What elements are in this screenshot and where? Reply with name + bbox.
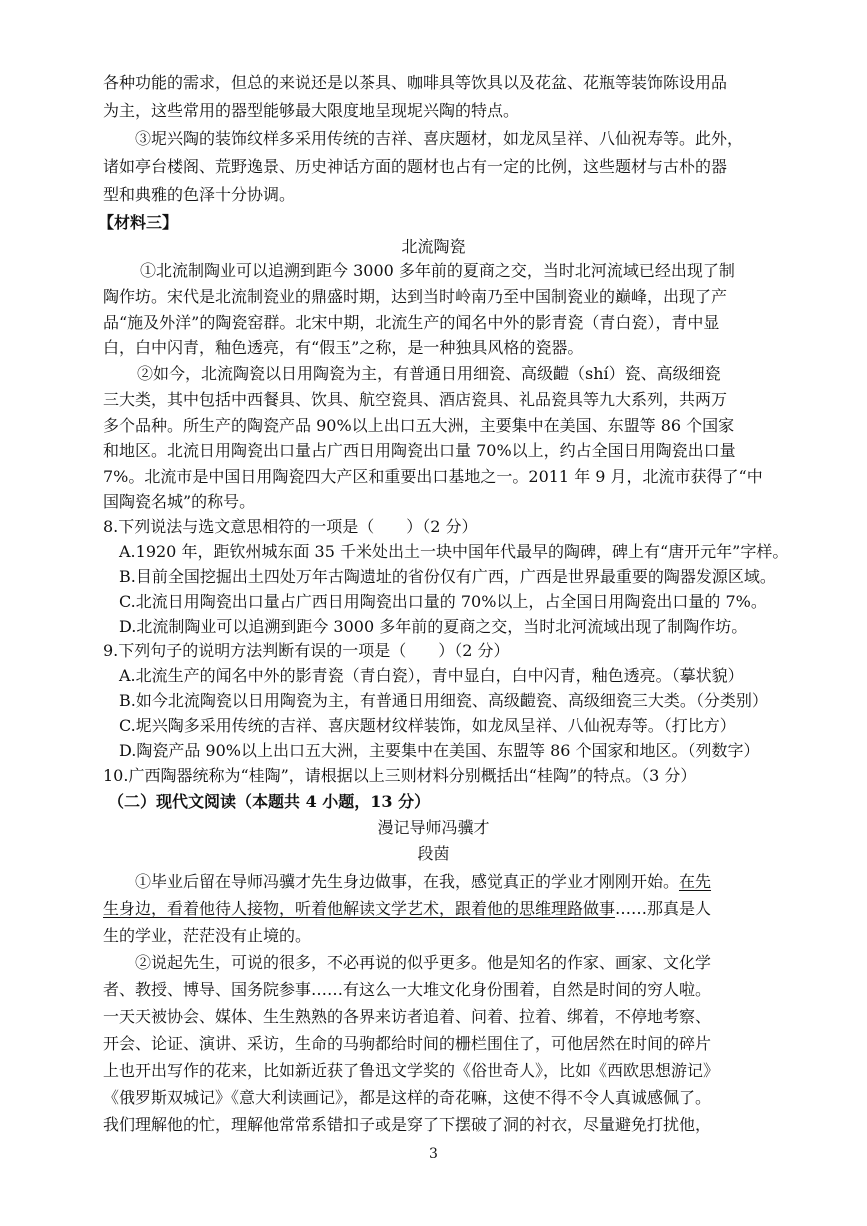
material3-p2-line-3: 多个品种。所生产的陶瓷产品 90%以上出口五大洲，主要集中在美国、东盟等 86 个国家 — [103, 416, 735, 435]
question-8-stem: 8.下列说法与选文意思相符的一项是（ ）（2 分） — [103, 517, 478, 536]
material3-p1-line-1: ①北流制陶业可以追溯到距今 3000 多年前的夏商之交，当时北河流域已经出现了制 — [140, 261, 735, 280]
passage-p2-line-3: 一天天被协会、媒体、生生熟熟的各界来访者追着、问着、拉着、绑着，不停地考察、 — [103, 1007, 712, 1026]
material2-p3-line-2: 诸如亭台楼阁、荒野逸景、历史神话方面的题材也占有一定的比例，这些题材与古朴的器 — [103, 157, 728, 176]
passage-author: 段茵 — [417, 844, 450, 863]
material3-title: 北流陶瓷 — [401, 237, 466, 256]
material3-label: 【材料三】 — [98, 213, 179, 232]
passage-p1-line-3: 生的学业，茫茫没有止境的。 — [103, 926, 312, 945]
section-2-heading: （二）现代文阅读（本题共 4 小题，13 分） — [108, 792, 431, 811]
passage-p1-line-2-text: ……那真是人 — [615, 899, 712, 918]
material3-p2-line-5: 7%。北流市是中国日用陶瓷四大产区和重要出口基地之一。2011 年 9 月，北流市获得了“中 — [103, 467, 763, 486]
passage-p2-line-6: 《俄罗斯双城记》《意大利读画记》，都是这样的奇花嘛，这使不得不令人真诚感佩了。 — [103, 1088, 712, 1107]
passage-p2-line-2: 者、教授、博导、国务院参事……有这么一大堆文化身份围着，自然是时间的穷人啦。 — [103, 980, 712, 999]
question-10-stem: 10.广西陶器统称为“桂陶”，请根据以上三则材料分别概括出“桂陶”的特点。（3 分） — [103, 766, 697, 785]
passage-p1-line-1-text: ①毕业后留在导师冯骥才先生身边做事，在我，感觉真正的学业才刚刚开始。 — [135, 872, 680, 891]
question-8-option-c: C.北流日用陶瓷出口量占广西日用陶瓷出口量的 70%以上，占全国日用陶瓷出口量的 7%。 — [119, 592, 767, 611]
passage-title: 漫记导师冯骥才 — [377, 818, 490, 837]
question-9-option-a: A.北流生产的闻名中外的影青瓷（青白瓷），青中显白，白中闪青，釉色透亮。（摹状貌） — [119, 666, 744, 685]
question-9-option-b: B.如今北流陶瓷以日用陶瓷为主，有普通日用细瓷、高级䶣瓷、高级细瓷三大类。（分类别） — [119, 691, 768, 710]
question-8-option-a: A.1920 年，距钦州城东面 35 千米处出土一块中国年代最早的陶碑，碑上有“唐开元年”字样。 — [119, 542, 789, 561]
material3-p1-line-4: 白，白中闪青，釉色透亮，有“假玉”之称，是一种独具风格的瓷器。 — [103, 338, 584, 357]
passage-p1-line-2 — [103, 896, 711, 922]
passage-p2-line-1: ②说起先生，可说的很多，不必再说的似乎更多。他是知名的作家、画家、文化学 — [135, 953, 712, 972]
material3-p1-line-2: 陶作坊。宋代是北流制瓷业的鼎盛时期，达到当时岭南乃至中国制瓷业的巅峰，出现了产 — [103, 287, 728, 306]
material3-p2-line-2: 三大类，其中包括中西餐具、饮具、航空瓷具、酒店瓷具、礼品瓷具等九大系列，共两万 — [103, 390, 728, 409]
material3-p2-line-4: 和地区。北流日用陶瓷出口量占广西日用陶瓷出口量 70%以上，约占全国日用陶瓷出口量 — [103, 441, 736, 460]
passage-p2-line-7: 我们理解他的忙，理解他常常系错扣子或是穿了下摆破了洞的衬衣，尽量避免打扰他， — [103, 1115, 712, 1134]
material2-line-1: 各种功能的需求，但总的来说还是以茶具、咖啡具等饮具以及花盆、花瓶等装饰陈设用品 — [103, 73, 728, 92]
material2-line-2: 为主，这些常用的器型能够最大限度地呈现坭兴陶的特点。 — [103, 101, 520, 120]
passage-p2-line-4: 开会、论证、演讲、采访，生命的马驹都给时间的栅栏围住了，可他居然在时间的碎片 — [103, 1034, 712, 1053]
question-8-option-b: B.目前全国挖掘出土四处万年古陶遗址的省份仅有广西，广西是世界最重要的陶器发源区域。 — [119, 567, 776, 586]
underlined-sentence-end: 生身边，看着他待人接物，听着他解读文学艺术，跟着他的思维理路做事 — [103, 899, 616, 918]
passage-p1-line-1 — [135, 869, 711, 895]
question-9-stem: 9.下列句子的说明方法判断有误的一项是（ ）（2 分） — [103, 641, 510, 660]
question-8-option-d: D.北流制陶业可以追溯到距今 3000 多年前的夏商之交，当时北河流域出现了制陶作坊。 — [119, 617, 748, 636]
material3-p2-line-1: ②如今，北流陶瓷以日用陶瓷为主，有普通日用细瓷、高级䶣（shí）瓷、高级细瓷 — [137, 364, 721, 383]
question-9-option-d: D.陶瓷产品 90%以上出口五大洲，主要集中在美国、东盟等 86 个国家和地区。（列数字） — [119, 741, 760, 760]
material2-p3-line-1: ③坭兴陶的装饰纹样多采用传统的吉祥、喜庆题材，如龙凤呈祥、八仙祝寿等。此外， — [135, 129, 744, 148]
passage-p2-line-5: 上也开出写作的花来，比如新近获了鲁迅文学奖的《俗世奇人》，比如《西欧思想游记》 — [103, 1061, 720, 1080]
material2-p3-line-3: 型和典雅的色泽十分协调。 — [103, 185, 296, 204]
material3-p2-line-6: 国陶瓷名城”的称号。 — [103, 492, 256, 511]
page-number: 3 — [429, 1146, 438, 1162]
question-9-option-c: C.坭兴陶多采用传统的吉祥、喜庆题材纹样装饰，如龙凤呈祥、八仙祝寿等。（打比方） — [119, 716, 736, 735]
underlined-sentence-start: 在先 — [679, 872, 712, 891]
material3-p1-line-3: 品“施及外洋”的陶瓷窑群。北宋中期，北流生产的闻名中外的影青瓷（青白瓷），青中显 — [103, 313, 720, 332]
